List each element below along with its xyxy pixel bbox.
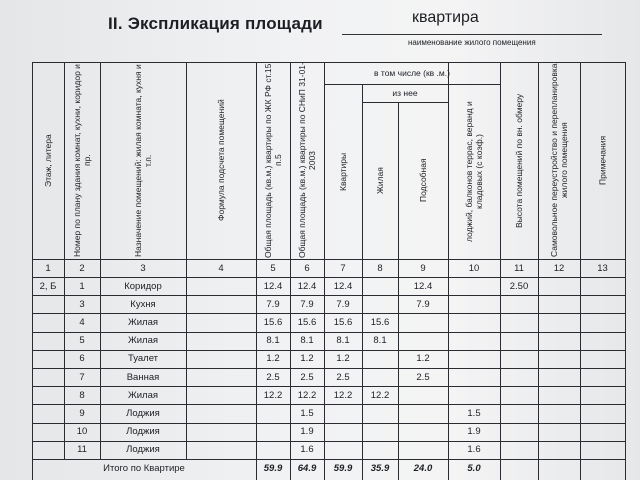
- table-cell-num: 6: [79, 353, 85, 365]
- table-cell-loggia: [448, 332, 500, 350]
- table-cell-apt: 15.6: [333, 316, 353, 328]
- column-header: Общая площадь (кв.м.) квартиры по СНиП 31-01-2003: [296, 62, 317, 259]
- table-cell-loggia: [448, 368, 500, 386]
- table-cell-name: Туалет: [127, 353, 159, 365]
- table-cell-rebuild: [538, 277, 580, 295]
- total-area-zhk: 59.9: [263, 462, 283, 474]
- column-header: Квартиры: [337, 152, 348, 191]
- table-cell-aux: [398, 404, 448, 422]
- table-cell-area-zhk: 15.6: [263, 316, 283, 328]
- table-cell-apt: [324, 404, 362, 422]
- table-cell-area-zhk: 7.9: [266, 298, 280, 310]
- table-cell-num: 5: [79, 335, 85, 347]
- table-cell-aux: 2.5: [416, 371, 430, 383]
- table-cell-loggia: [448, 313, 500, 331]
- table-cell-formula: [186, 332, 256, 350]
- table-cell-height: [500, 350, 538, 368]
- table-cell-floor: [32, 368, 64, 386]
- table-cell-loggia: [448, 350, 500, 368]
- table-cell-living: [362, 350, 398, 368]
- table-cell-notes: [580, 313, 625, 331]
- table-cell-height: [500, 441, 538, 459]
- column-number: 9: [420, 262, 426, 274]
- premise-underline: [342, 34, 602, 35]
- column-number: 2: [79, 262, 85, 274]
- table-cell-living: [362, 441, 398, 459]
- table-cell-notes: [580, 441, 625, 459]
- table-cell-notes: [580, 368, 625, 386]
- table-cell-aux: [398, 386, 448, 404]
- table-cell-area-snip: 1.6: [300, 444, 314, 456]
- table-cell-living: 12.2: [370, 389, 390, 401]
- column-number: 8: [377, 262, 383, 274]
- table-cell-living: [362, 277, 398, 295]
- table-cell-num: 1: [79, 280, 85, 292]
- table-cell-formula: [186, 295, 256, 313]
- table-cell-name: Коридор: [124, 280, 162, 292]
- table-cell-area-zhk: 1.2: [266, 353, 280, 365]
- table-cell-rebuild: [538, 386, 580, 404]
- table-cell-area-snip: 1.9: [300, 426, 314, 438]
- table-cell-notes: [580, 404, 625, 422]
- table-cell-notes: [580, 332, 625, 350]
- table-cell-loggia: 1.9: [467, 426, 481, 438]
- table-cell-floor: [32, 332, 64, 350]
- table-cell-floor: [32, 386, 64, 404]
- table-cell-rebuild: [538, 313, 580, 331]
- total-label: Итого по Квартире: [103, 462, 185, 474]
- table-cell-area-snip: 12.2: [297, 389, 317, 401]
- table-cell-loggia: [448, 386, 500, 404]
- table-cell-height: [500, 313, 538, 331]
- table-cell-living: [362, 295, 398, 313]
- column-header: Общая площадь (кв.м.) квартиры по ЖК РФ ст.15 п.5: [262, 63, 283, 258]
- table-cell-area-zhk: [256, 423, 290, 441]
- column-header: Высота помещений по вн. обмеру: [513, 93, 524, 228]
- table-cell-area-zhk: [256, 404, 290, 422]
- column-header: Подсобная: [417, 158, 428, 203]
- column-number: 12: [553, 262, 565, 274]
- table-cell-loggia: [448, 277, 500, 295]
- table-cell-aux: 12.4: [413, 280, 433, 292]
- column-header: Формула подсчета помещений: [215, 99, 226, 222]
- table-cell-area-snip: 7.9: [300, 298, 314, 310]
- table-cell-living: [362, 404, 398, 422]
- table-cell-living: [362, 368, 398, 386]
- table-cell-num: 11: [77, 444, 87, 456]
- table-cell-num: 8: [79, 389, 85, 401]
- table-cell-apt: 1.2: [336, 353, 350, 365]
- table-cell-area-zhk: 12.4: [263, 280, 283, 292]
- table-cell-living: 8.1: [373, 335, 387, 347]
- table-cell-name: Лоджия: [126, 444, 160, 456]
- table-cell-notes: [580, 423, 625, 441]
- total-area-snip: 64.9: [297, 462, 317, 474]
- table-cell-num: 7: [79, 371, 85, 383]
- column-header: Номер по плану здания комнат, кухни, коридор и пр.: [71, 64, 92, 257]
- total-loggia: 5.0: [467, 462, 481, 474]
- total-apt: 59.9: [333, 462, 353, 474]
- column-header: Жилая: [374, 167, 385, 194]
- table-cell-apt: 8.1: [336, 335, 350, 347]
- total-living: 35.9: [370, 462, 390, 474]
- column-number: 10: [468, 262, 480, 274]
- table-cell-formula: [186, 350, 256, 368]
- group-header-incl: в том числе (кв .м.): [374, 68, 450, 78]
- column-number: 5: [270, 262, 276, 274]
- table-right-border: [625, 62, 626, 480]
- document-title: II. Экспликация площади: [108, 14, 323, 33]
- column-number: 1: [45, 262, 51, 274]
- table-cell-rebuild: [538, 423, 580, 441]
- premise-type-value: квартира: [412, 9, 479, 26]
- table-cell-num: 3: [79, 298, 85, 310]
- table-cell-apt: 12.4: [333, 280, 353, 292]
- table-cell-loggia: 1.6: [467, 444, 481, 456]
- column-header: Самовольное переустройство и перепланировка жилого помещения: [548, 63, 569, 258]
- table-cell-name: Жилая: [127, 389, 159, 401]
- table-cell-name: Жилая: [127, 316, 159, 328]
- table-cell-floor: [32, 313, 64, 331]
- table-cell-aux: [398, 332, 448, 350]
- table-cell-apt: [324, 441, 362, 459]
- table-cell-name: Ванная: [126, 371, 160, 383]
- table-cell-aux: [398, 423, 448, 441]
- table-cell-rebuild: [538, 295, 580, 313]
- column-header: Этаж, литера: [42, 134, 53, 187]
- table-cell-rebuild: [538, 332, 580, 350]
- column-header: лоджий, балконов террас, веранд и кладовых (с коэф.): [463, 101, 484, 242]
- table-cell-apt: 12.2: [333, 389, 353, 401]
- table-cell-height: [500, 404, 538, 422]
- column-number: 11: [514, 262, 524, 274]
- table-cell-area-zhk: 12.2: [263, 389, 283, 401]
- table-cell-formula: [186, 313, 256, 331]
- table-cell-formula: [186, 441, 256, 459]
- table-cell-aux: [398, 313, 448, 331]
- table-cell-notes: [580, 350, 625, 368]
- table-cell-apt: 2.5: [336, 371, 350, 383]
- table-cell-area-snip: 1.2: [300, 353, 314, 365]
- table-cell-num: 9: [79, 407, 85, 419]
- column-number: 13: [597, 262, 608, 274]
- table-cell-formula: [186, 277, 256, 295]
- table-cell-formula: [186, 368, 256, 386]
- table-cell-height: 2.50: [509, 280, 529, 292]
- table-cell-living: 15.6: [370, 316, 390, 328]
- table-cell-living: [362, 423, 398, 441]
- table-cell-name: Жилая: [127, 335, 159, 347]
- table-cell-notes: [580, 386, 625, 404]
- table-cell-height: [500, 295, 538, 313]
- table-cell-apt: [324, 423, 362, 441]
- table-cell-height: [500, 368, 538, 386]
- table-cell-apt: 7.9: [336, 298, 350, 310]
- table-cell-floor: [32, 295, 64, 313]
- table-cell-rebuild: [538, 368, 580, 386]
- table-cell-height: [500, 423, 538, 441]
- column-number: 7: [340, 262, 346, 274]
- table-cell-formula: [186, 404, 256, 422]
- table-cell-area-zhk: 2.5: [266, 371, 280, 383]
- table-cell-notes: [580, 295, 625, 313]
- table-cell-name: Лоджия: [126, 426, 160, 438]
- table-cell-height: [500, 386, 538, 404]
- premise-type-caption: наименование жилого помещения: [408, 38, 536, 47]
- column-number: 3: [140, 262, 146, 274]
- table-cell-aux: [398, 441, 448, 459]
- table-cell-name: Лоджия: [126, 407, 160, 419]
- table-cell-name: Кухня: [130, 298, 156, 310]
- subgroup-header-of-which: из нее: [392, 88, 418, 98]
- table-cell-rebuild: [538, 404, 580, 422]
- table-cell-floor: [32, 441, 64, 459]
- table-cell-rebuild: [538, 441, 580, 459]
- table-cell-loggia: [448, 295, 500, 313]
- table-cell-loggia: 1.5: [467, 407, 481, 419]
- table-cell-floor: [32, 423, 64, 441]
- table-cell-num: 10: [76, 426, 88, 438]
- table-cell-area-snip: 1.5: [300, 407, 314, 419]
- table-cell-formula: [186, 386, 256, 404]
- table-cell-area-snip: 2.5: [300, 371, 314, 383]
- table-cell-height: [500, 332, 538, 350]
- table-cell-area-zhk: [256, 441, 290, 459]
- table-cell-formula: [186, 423, 256, 441]
- table-cell-area-snip: 8.1: [300, 335, 314, 347]
- table-cell-floor: [32, 404, 64, 422]
- table-cell-num: 4: [79, 316, 85, 328]
- column-number: 6: [304, 262, 310, 274]
- table-cell-floor: 2, Б: [39, 280, 57, 292]
- table-cell-rebuild: [538, 350, 580, 368]
- table-cell-aux: 1.2: [416, 353, 430, 365]
- column-number: 4: [218, 262, 224, 274]
- table-cell-area-snip: 15.6: [297, 316, 317, 328]
- table-cell-floor: [32, 350, 64, 368]
- column-header: Назначение помещений: жилая комната, кухня и т.п.: [132, 64, 153, 257]
- table-cell-notes: [580, 277, 625, 295]
- column-header: Примечания: [597, 135, 608, 186]
- total-aux: 24.0: [413, 462, 433, 474]
- table-cell-area-snip: 12.4: [297, 280, 317, 292]
- table-cell-area-zhk: 8.1: [266, 335, 280, 347]
- table-cell-aux: 7.9: [416, 298, 430, 310]
